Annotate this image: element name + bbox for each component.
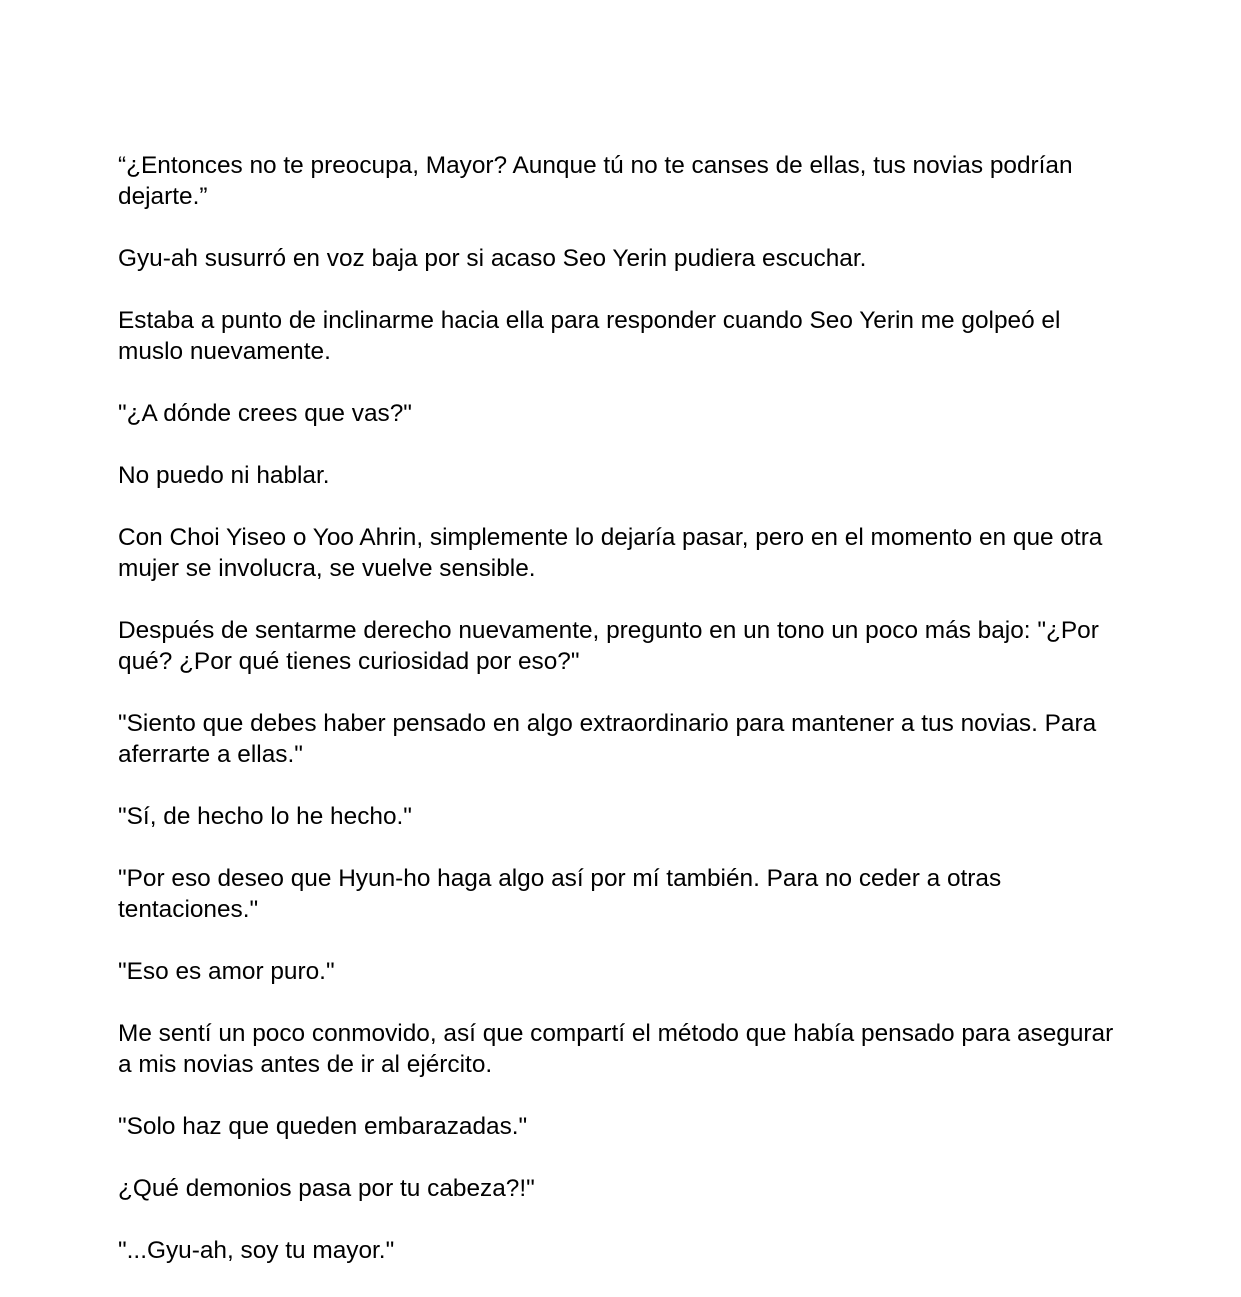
paragraph: "Por eso deseo que Hyun-ho haga algo así por mí también. Para no ceder a otras tentaciones."	[118, 865, 1002, 923]
paragraph: ¿Qué demonios pasa por tu cabeza?!"	[118, 1175, 535, 1202]
paragraph: Estaba a punto de inclinarme hacia ella para responder cuando Seo Yerin me golpeó el muslo nuevamente.	[118, 307, 1061, 365]
paragraph: Me sentí un poco conmovido, así que compartí el método que había pensado para asegurar a mis novias antes de ir al ejército.	[118, 1020, 1114, 1078]
paragraph: "Solo haz que queden embarazadas."	[118, 1113, 528, 1140]
paragraph: "Siento que debes haber pensado en algo extraordinario para mantener a tus novias. Para aferrarte a ellas."	[118, 710, 1097, 768]
paragraph: "Sí, de hecho lo he hecho."	[118, 803, 412, 830]
paragraph: "¿A dónde crees que vas?"	[118, 400, 412, 427]
paragraph: "...Gyu-ah, soy tu mayor."	[118, 1237, 395, 1264]
paragraph: Gyu-ah susurró en voz baja por si acaso Seo Yerin pudiera escuchar.	[118, 245, 867, 272]
paragraph: No puedo ni hablar.	[118, 462, 330, 489]
paragraph: "Eso es amor puro."	[118, 958, 335, 985]
paragraph: “¿Entonces no te preocupa, Mayor? Aunque tú no te canses de ellas, tus novias podrían dejarte.”	[118, 152, 1073, 210]
document-page	[118, 150, 1123, 1297]
paragraph: Después de sentarme derecho nuevamente, pregunto en un tono un poco más bajo: "¿Por qué? ¿Por qué tienes curiosidad por eso?"	[118, 617, 1099, 675]
paragraph: Con Choi Yiseo o Yoo Ahrin, simplemente lo dejaría pasar, pero en el momento en que otra mujer se involucra, se vuelve sensible.	[118, 524, 1103, 582]
